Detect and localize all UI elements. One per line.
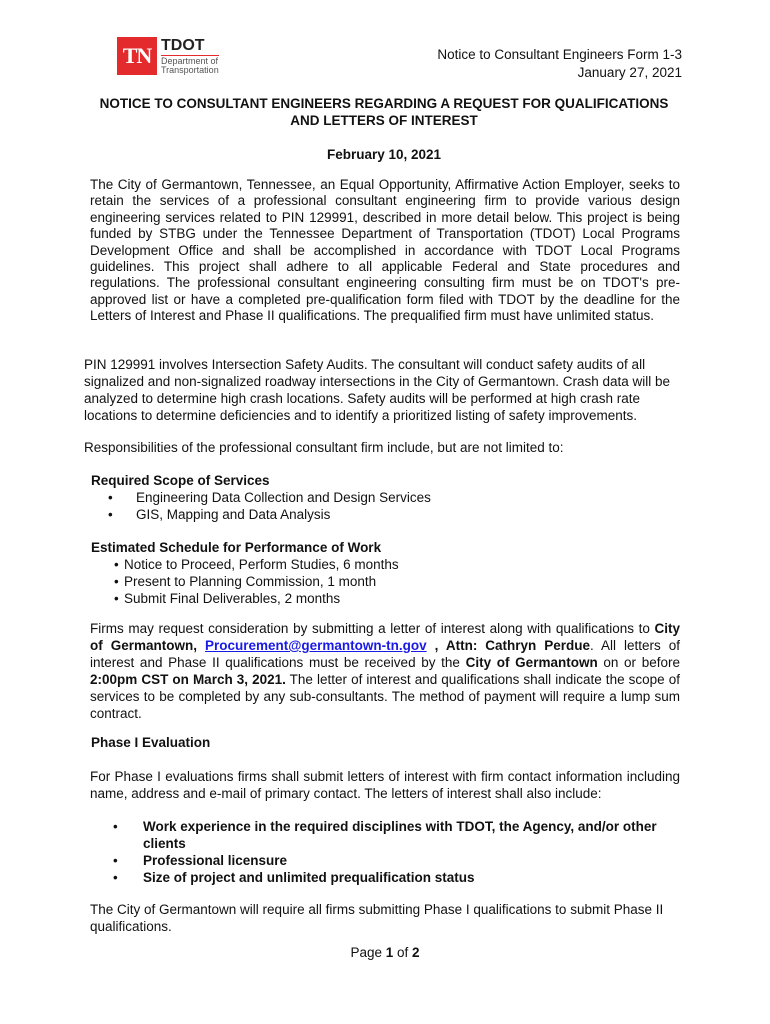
phase1-paragraph: For Phase I evaluations firms shall submit letters of interest with firm contact information including name, address and e-mail of primary contact. The letters of interest shall also include: <box>90 769 680 801</box>
schedule-list <box>91 556 399 607</box>
phase1-requirements <box>91 818 681 886</box>
logo-text <box>161 38 219 75</box>
list-item: • Submit Final Deliverables, 2 months <box>124 590 399 607</box>
intro-paragraph: The City of Germantown, Tennessee, an Equal Opportunity, Affirmative Action Employer, seeks to retain the services of a professional consultant engineering firm to provide various design engineering services related to PIN 129991, described in more detail below. This project is being funded by STBG under the Tennessee Department of Transportation (TDOT) Local Programs Development Office and shall be accomplished in accordance with TDOT Local Programs guidelines. This project shall adhere to all applicable Federal and State procedures and regulations. The professional consultant engineering consulting firm must be on TDOT's pre-approved list or have a completed pre-qualification form filed with TDOT by the deadline for the Letters of Interest and Phase II qualifications. The prequalified firm must have unlimited status. <box>90 177 680 324</box>
tdot-logo <box>117 36 219 76</box>
submission-text-c: on or before <box>597 655 680 670</box>
submission-deadline: 2:00pm CST on March 3, 2021. <box>90 672 286 687</box>
scope-list <box>91 489 431 523</box>
submission-text-d: The letter of interest and qualifications shall indicate the scope of services to be completed by any sub-consultants. The method of payment will require a lump sum contract. <box>90 672 680 721</box>
form-date: January 27, 2021 <box>577 65 682 80</box>
title-line-2: AND LETTERS OF INTEREST <box>290 113 478 128</box>
scope-heading: Required Scope of Services <box>91 473 270 488</box>
title-line-1: NOTICE TO CONSULTANT ENGINEERS REGARDING A REQUEST FOR QUALIFICATIONS <box>99 96 669 111</box>
requirements-list <box>91 818 681 886</box>
submission-text-a: Firms may request consideration by submitting a letter of interest along with qualifications to <box>90 621 655 636</box>
responsibilities-paragraph: Responsibilities of the professional consultant firm include, but are not limited to: <box>84 440 564 455</box>
form-header <box>437 46 682 82</box>
submission-city-2: City of Germantown <box>465 655 598 670</box>
document-title <box>84 95 684 129</box>
submission-city: City of Germantown, <box>90 621 680 653</box>
submission-paragraph <box>90 620 680 722</box>
phase2-paragraph: The City of Germantown will require all firms submitting Phase I qualifications to submit Phase II qualifications. <box>90 902 664 934</box>
submission-text-b: . All letters of interest and Phase II qualifications must be received by the <box>90 638 680 670</box>
list-item: • Professional licensure <box>143 852 681 869</box>
phase1-heading: Phase I Evaluation <box>91 735 211 750</box>
list-item: • GIS, Mapping and Data Analysis <box>136 506 431 523</box>
list-item: • Work experience in the required disciplines with TDOT, the Agency, and/or other clients <box>143 818 681 852</box>
list-item: • Engineering Data Collection and Design Services <box>136 489 431 506</box>
logo-tdot: TDOT <box>161 38 219 56</box>
notice-date: February 10, 2021 <box>326 147 442 162</box>
schedule-heading: Estimated Schedule for Performance of Work <box>91 540 382 555</box>
schedule-section <box>91 539 399 607</box>
scope-section <box>91 472 431 523</box>
list-item: • Present to Planning Commission, 1 month <box>124 573 399 590</box>
procurement-email-link[interactable]: Procurement@germantown-tn.gov <box>204 638 427 653</box>
list-item: • Notice to Proceed, Perform Studies, 6 months <box>124 556 399 573</box>
page-footer <box>0 945 770 960</box>
footer-page-total: 2 <box>412 945 420 960</box>
footer-page-word: Page <box>350 945 386 960</box>
logo-transportation: Transportation <box>161 64 219 75</box>
footer-of-word: of <box>393 945 413 960</box>
form-number: Notice to Consultant Engineers Form 1-3 <box>437 47 682 62</box>
list-item: • Size of project and unlimited prequalification status <box>143 869 681 886</box>
tn-badge: TN <box>117 37 157 75</box>
project-paragraph: PIN 129991 involves Intersection Safety Audits. The consultant will conduct safety audits of all signalized and non-signalized roadway intersections in the City of Germantown. Crash data will be analyzed to determine high crash locations. Safety audits will be performed at high crash rate locations to determine deficiencies and to identify a prioritized listing of safety improvements. <box>84 357 671 423</box>
footer-page-num: 1 <box>385 945 394 960</box>
submission-attn: , Attn: Cathryn Perdue <box>426 638 591 653</box>
logo-department: Department of <box>161 55 219 66</box>
